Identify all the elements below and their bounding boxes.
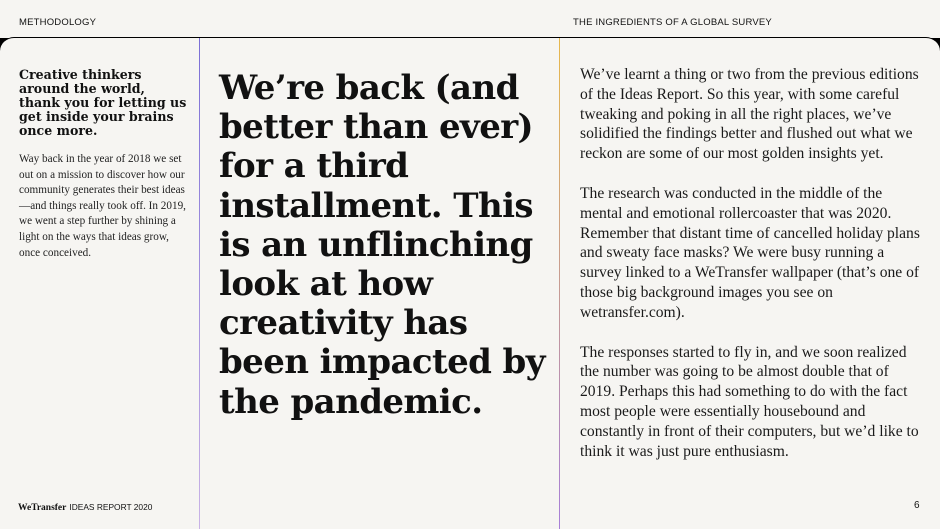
section-label: METHODOLOGY bbox=[19, 17, 97, 28]
top-bar bbox=[0, 0, 940, 38]
chapter-label: THE INGREDIENTS OF A GLOBAL SURVEY bbox=[573, 17, 772, 28]
brand-logo: WeTransfer bbox=[18, 503, 67, 513]
body-paragraph-1: We’ve learnt a thing or two from the previous editions of the Ideas Report. So this year, with some careful tweaking and poking in all the right places, we’ve solidified the findings better and flushed out what we reckon are some of our most golden insights yet. bbox=[580, 66, 919, 163]
column-divider-right bbox=[559, 38, 560, 529]
headline: We’re back (and better than ever) for a third installment. This is an unflinching look at how creativity has been impacted by the pandemic. bbox=[219, 68, 545, 422]
page-number: 6 bbox=[914, 500, 920, 511]
intro-body: Way back in the year of 2018 we set out on a mission to discover how our community generates their best ideas—and things really took off. In 2019, we went a step further by shining a light on the ways that ideas grow, once conceived. bbox=[19, 153, 186, 259]
intro-heading: Creative thinkers around the world, thank you for letting us get inside your brains once more. bbox=[19, 67, 187, 138]
column-divider-left bbox=[199, 38, 200, 529]
report-page bbox=[0, 37, 940, 529]
footer-branding bbox=[18, 502, 152, 513]
body-paragraph-2: The research was conducted in the middle of the mental and emotional rollercoaster that was 2020. Remember that distant time of cancelled holiday plans and sweaty face masks? We were busy running a survey linked to a WeTransfer wallpaper (that’s one of those big background images you see on wetransfer.com). bbox=[580, 184, 920, 321]
intro-column bbox=[19, 68, 189, 261]
body-paragraph-3: The responses started to fly in, and we soon realized the number was going to be almost double that of 2019. Perhaps this had something to do with the fact most people were essentially housebound and constantly in front of their computers, but we’d like to think it was just pure enthusiasm. bbox=[580, 343, 919, 460]
report-title: IDEAS REPORT 2020 bbox=[69, 502, 153, 512]
body-column bbox=[580, 65, 925, 481]
